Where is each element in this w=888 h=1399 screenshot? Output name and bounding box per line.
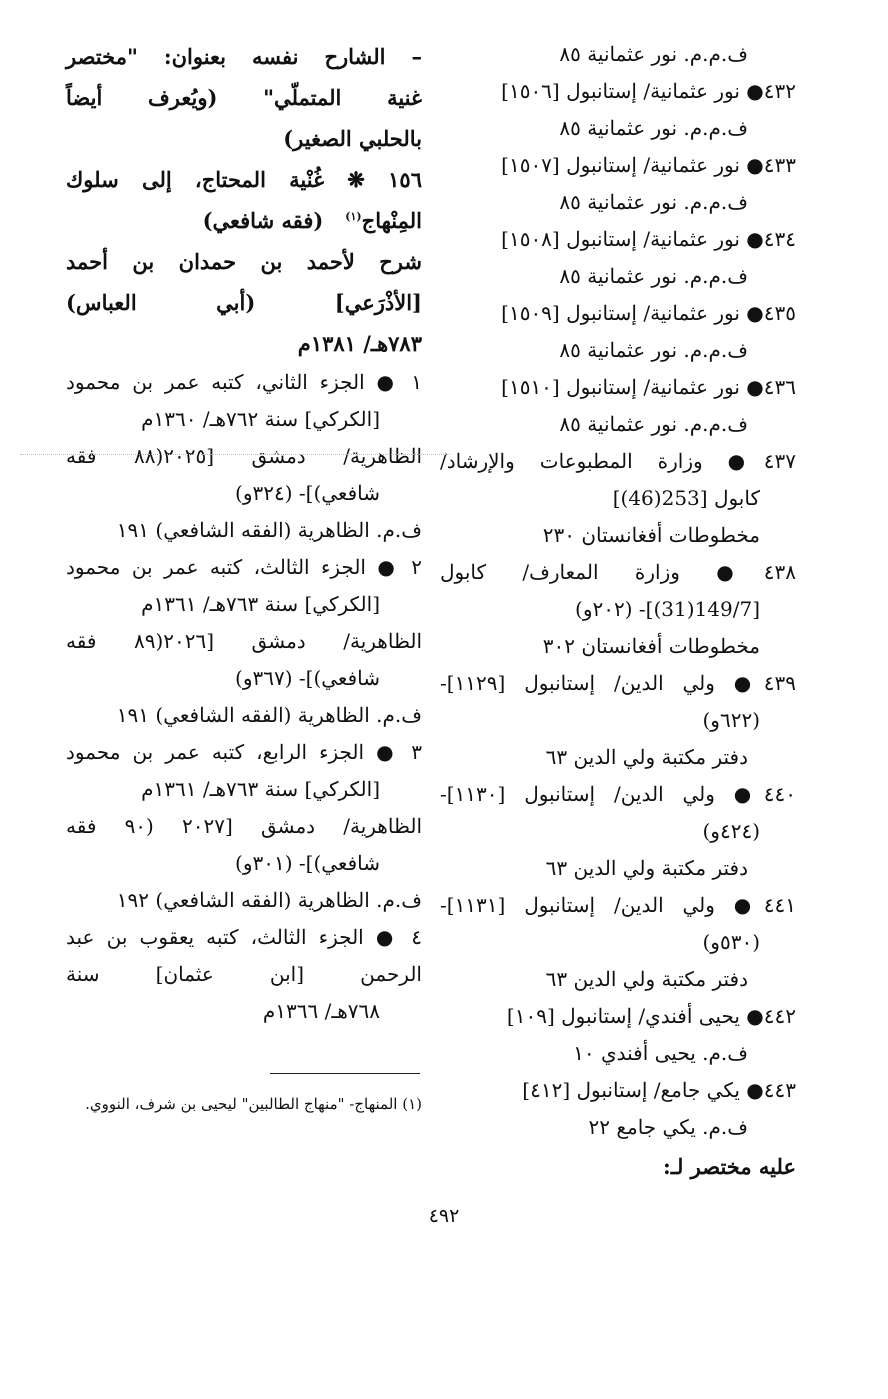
right-column-line: ٤٤٣● يكي جامع/ إستانبول [٤١٢] xyxy=(522,1078,796,1102)
right-column-line: ٤٤١● ولي الدين/ إستانبول [١١٣١]- xyxy=(440,893,796,917)
left-column-line: بالحلبي الصغير) xyxy=(283,126,422,151)
left-column-line: شافعي)]- (٣٠١و) xyxy=(235,851,380,875)
right-column-line: ٤٣٢● نور عثمانية/ إستانبول [١٥٠٦] xyxy=(501,79,796,103)
left-column-line: شافعي)]- (٣٢٤و) xyxy=(235,481,380,505)
right-column-line: (٤٢٤و) xyxy=(702,819,760,843)
footnote-ref: (١) xyxy=(345,210,362,223)
right-column-line: عليه مختصر لـ: xyxy=(663,1154,796,1179)
right-column-line: ف.م.م. نور عثمانية ٨٥ xyxy=(559,264,748,288)
right-column-line: ٤٣٩● ولي الدين/ إستانبول [١١٢٩]- xyxy=(440,671,796,695)
left-column-line: ٧٨٣هـ/ ١٣٨١م xyxy=(297,331,422,356)
right-column-line: دفتر مكتبة ولي الدين ٦٣ xyxy=(545,856,748,880)
right-column-line: ف.م. يحيى أفندي ١٠ xyxy=(573,1041,748,1065)
right-column-line: ٤٣٥● نور عثمانية/ إستانبول [١٥٠٩] xyxy=(501,301,796,325)
footnote: (١) المنهاج- "منهاج الطالبين" ليحيى بن شرف، النووي. xyxy=(85,1095,422,1113)
left-column-line: ١ ● الجزء الثاني، كتبه عمر بن محمود xyxy=(66,370,422,394)
left-column-line: غنية المتملّي" (ويُعرف أيضاً xyxy=(66,85,422,110)
left-column-line: – الشارح نفسه بعنوان: "مختصر xyxy=(66,44,422,69)
left-column-line: الظاهرية/ دمشق [٢٠٢٥(٨٨ فقه xyxy=(66,444,423,468)
left-column-line: ف.م. الظاهرية (الفقه الشافعي) ١٩١ xyxy=(116,518,422,542)
right-column-line: ٤٣٧● وزارة المطبوعات والإرشاد/ xyxy=(440,449,796,473)
right-column-line: ف.م.م. نور عثمانية ٨٥ xyxy=(559,42,748,66)
right-column-line: كابول [253(46)] xyxy=(612,486,760,510)
right-column-line: ف.م.م. نور عثمانية ٨٥ xyxy=(559,116,748,140)
left-column-line: ف.م. الظاهرية (الفقه الشافعي) ١٩٢ xyxy=(116,888,422,912)
right-column-line: ف.م.م. نور عثمانية ٨٥ xyxy=(559,412,748,436)
right-column-line: مخطوطات أفغانستان ٣٠٢ xyxy=(542,634,760,658)
left-column-line: [الأذْرَعي] (أبي العباس) xyxy=(66,290,422,315)
right-column-line: دفتر مكتبة ولي الدين ٦٣ xyxy=(545,745,748,769)
left-column-line: شرح لأحمد بن حمدان بن أحمد xyxy=(66,249,422,274)
left-column-line: الظاهرية/ دمشق [٢٠٢٧ (٩٠ فقه xyxy=(66,814,422,838)
dotted-divider xyxy=(20,454,450,455)
left-column-line: ف.م. الظاهرية (الفقه الشافعي) ١٩١ xyxy=(116,703,422,727)
left-column-line: الظاهرية/ دمشق [٢٠٢٦(٨٩ فقه xyxy=(66,629,423,653)
page-number: ٤٩٢ xyxy=(428,1205,460,1227)
footnote-rule xyxy=(270,1073,420,1074)
right-column-line: ف.م.م. نور عثمانية ٨٥ xyxy=(559,338,748,362)
right-column-line: دفتر مكتبة ولي الدين ٦٣ xyxy=(545,967,748,991)
left-column xyxy=(66,36,422,1030)
left-column-line: ٢ ● الجزء الثالث، كتبه عمر بن محمود xyxy=(66,555,422,579)
left-column-line: ٧٦٨هـ/ ١٣٦٦م xyxy=(262,999,380,1023)
right-column-line: ٤٣٦● نور عثمانية/ إستانبول [١٥١٠] xyxy=(501,375,796,399)
right-column-line: ٤٤٢● يحيى أفندي/ إستانبول [١٠٩] xyxy=(506,1004,796,1028)
left-column-line: شافعي)]- (٣٦٧و) xyxy=(235,666,380,690)
left-column-line: ٤ ● الجزء الثالث، كتبه يعقوب بن عبد xyxy=(66,925,422,949)
right-column-line: ف.م. يكي جامع ٢٢ xyxy=(588,1115,748,1139)
right-column-line: (٦٢٢و) xyxy=(702,708,760,732)
right-column-line: [149/7(31)]- (٢٠٢و) xyxy=(575,597,760,621)
left-column-line: الرحمن [ابن عثمان] سنة xyxy=(66,962,422,986)
right-column xyxy=(440,36,796,1187)
right-column-line: مخطوطات أفغانستان ٢٣٠ xyxy=(542,523,760,547)
right-column-line: ٤٤٠● ولي الدين/ إستانبول [١١٣٠]- xyxy=(440,782,796,806)
left-column-line: المِنْهاج$^{(١)}$ (فقه شافعي) xyxy=(202,208,422,233)
right-column-line: ٤٣٨● وزارة المعارف/ كابول xyxy=(440,560,796,584)
left-column-line: ١٥٦ ❋ غُنْية المحتاج، إلى سلوك xyxy=(66,167,422,192)
left-column-line: [الكركي] سنة ٧٦٣هـ/ ١٣٦١م xyxy=(141,592,380,616)
right-column-line: ٤٣٣● نور عثمانية/ إستانبول [١٥٠٧] xyxy=(501,153,796,177)
right-column-line: ٤٣٤● نور عثمانية/ إستانبول [١٥٠٨] xyxy=(501,227,796,251)
right-column-line: (٥٣٠و) xyxy=(702,930,760,954)
right-column-line: ف.م.م. نور عثمانية ٨٥ xyxy=(559,190,748,214)
left-column-line: [الكركي] سنة ٧٦٢هـ/ ١٣٦٠م xyxy=(141,407,380,431)
left-column-line: [الكركي] سنة ٧٦٣هـ/ ١٣٦١م xyxy=(141,777,380,801)
left-column-line: ٣ ● الجزء الرابع، كتبه عمر بن محمود xyxy=(66,740,422,764)
